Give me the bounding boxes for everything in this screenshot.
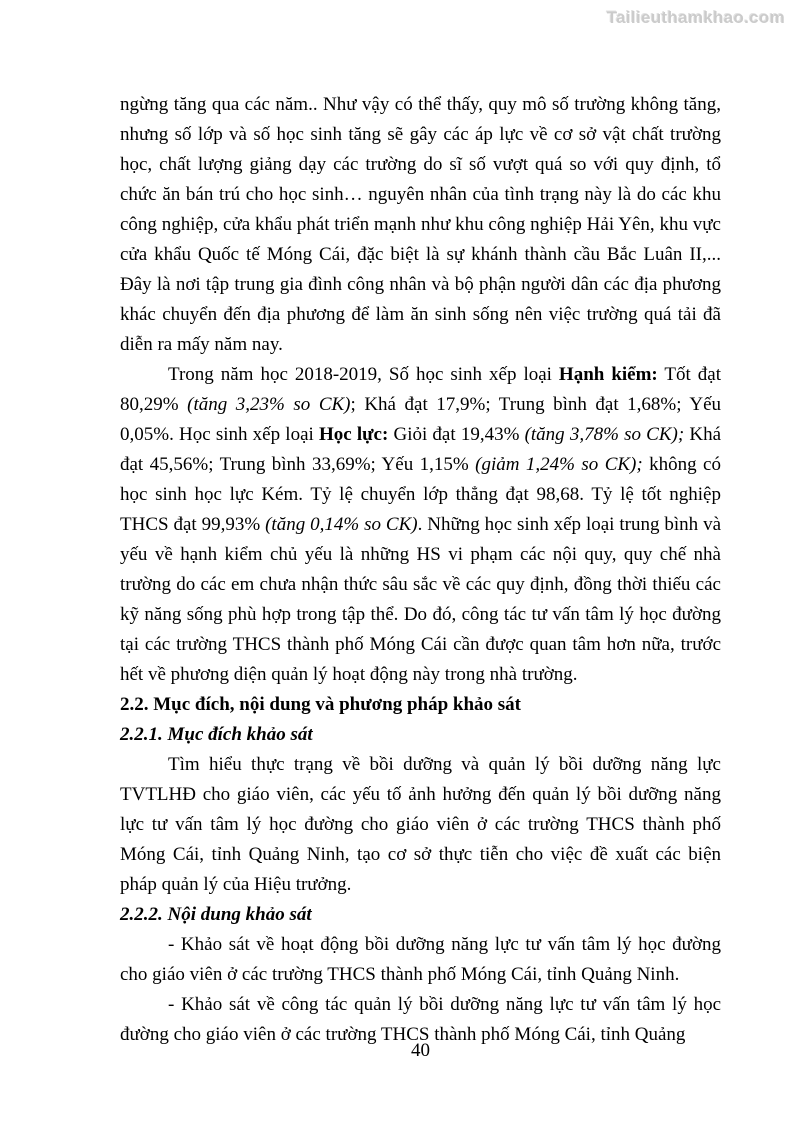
page-content <box>120 90 721 1050</box>
text-run-italic: (giảm 1,24% so CK); <box>475 454 643 475</box>
section-heading-2-2: 2.2. Mục đích, nội dung và phương pháp khảo sát <box>120 694 522 715</box>
text-run: . Những học sinh xếp loại trung bình và yếu về hạnh kiểm chủ yếu là những HS vi phạm các nội quy, quy chế nhà trường do các em chưa nhận thức sâu sắc về các quy định, đồng thời thiếu các kỹ năng sống phù hợp trong tập thể. Do đó, công tác tư vấn tâm lý học đường tại các trường THCS thành phố Móng Cái cần được quan tâm hơn nữa, trước hết về phương diện quản lý hoạt động này trong nhà trường. <box>120 514 722 685</box>
text-run: không có học sinh học lực Kém. Tỷ lệ chuyển lớp thẳng đạt 98,68. Tỷ lệ tốt nghiệp THCS đạt 99,93% <box>120 454 721 535</box>
text-run-bold: Hạnh kiểm: <box>558 364 658 385</box>
page-number: 40 <box>411 1040 430 1061</box>
watermark: Tailieuthamkhao.com <box>606 8 785 27</box>
text-run-italic: (tăng 3,23% so CK) <box>187 394 351 415</box>
text-run: Trong năm học 2018-2019, Số học sinh xếp loại <box>168 364 559 385</box>
paragraph-survey-content-item-1: - Khảo sát về hoạt động bồi dưỡng năng lực tư vấn tâm lý học đường cho giáo viên ở các trường THCS thành phố Móng Cái, tỉnh Quảng Ninh. <box>120 934 721 985</box>
paragraph-statistics <box>120 360 721 690</box>
text-run: Tốt đạt 80,29% <box>120 364 721 415</box>
text-run-bold: Học lực: <box>318 424 389 445</box>
subsection-heading-2-2-2: 2.2.2. Nội dung khảo sát <box>120 904 312 925</box>
text-run: Giỏi đạt 19,43% <box>388 424 525 445</box>
text-run: Khá đạt 45,56%; Trung bình 33,69%; Yếu 1,15% <box>120 424 722 475</box>
subsection-heading-2-2-1: 2.2.1. Mục đích khảo sát <box>120 724 313 745</box>
text-run-italic: (tăng 0,14% so CK) <box>265 514 418 535</box>
text-run-italic: (tăng 3,78% so CK); <box>524 424 685 445</box>
paragraph-continuation: ngừng tăng qua các năm.. Như vậy có thể thấy, quy mô số trường không tăng, nhưng số lớp và số học sinh tăng sẽ gây các áp lực về cơ sở vật chất trường học, chất lượng giảng dạy các trường do sĩ số vượt quá so với quy định, tổ chức ăn bán trú cho học sinh… nguyên nhân của tình trạng này là do các khu công nghiệp, cửa khẩu phát triển mạnh như khu công nghiệp Hải Yên, khu vực cửa khẩu Quốc tế Móng Cái, đặc biệt là sự khánh thành cầu Bắc Luân II,... Đây là nơi tập trung gia đình công nhân và bộ phận người dân các địa phương khác chuyển đến địa phương để làm ăn sinh sống nên việc trường quá tải đã diễn ra mấy năm nay. <box>120 94 721 355</box>
paragraph-survey-purpose: Tìm hiểu thực trạng về bồi dưỡng và quản lý bồi dưỡng năng lực TVTLHĐ cho giáo viên, các yếu tố ảnh hưởng đến quản lý bồi dưỡng năng lực tư vấn tâm lý học đường cho giáo viên ở các trường THCS thành phố Móng Cái, tỉnh Quảng Ninh, tạo cơ sở thực tiễn cho việc đề xuất các biện pháp quản lý của Hiệu trưởng. <box>120 754 721 895</box>
paragraph-survey-content-item-2: - Khảo sát về công tác quản lý bồi dưỡng năng lực tư vấn tâm lý học đường cho giáo viên ở các trường THCS thành phố Móng Cái, tỉnh Quảng <box>120 994 721 1045</box>
text-run: ; Khá đạt 17,9%; Trung bình đạt 1,68%; Yếu 0,05%. Học sinh xếp loại <box>120 394 722 445</box>
